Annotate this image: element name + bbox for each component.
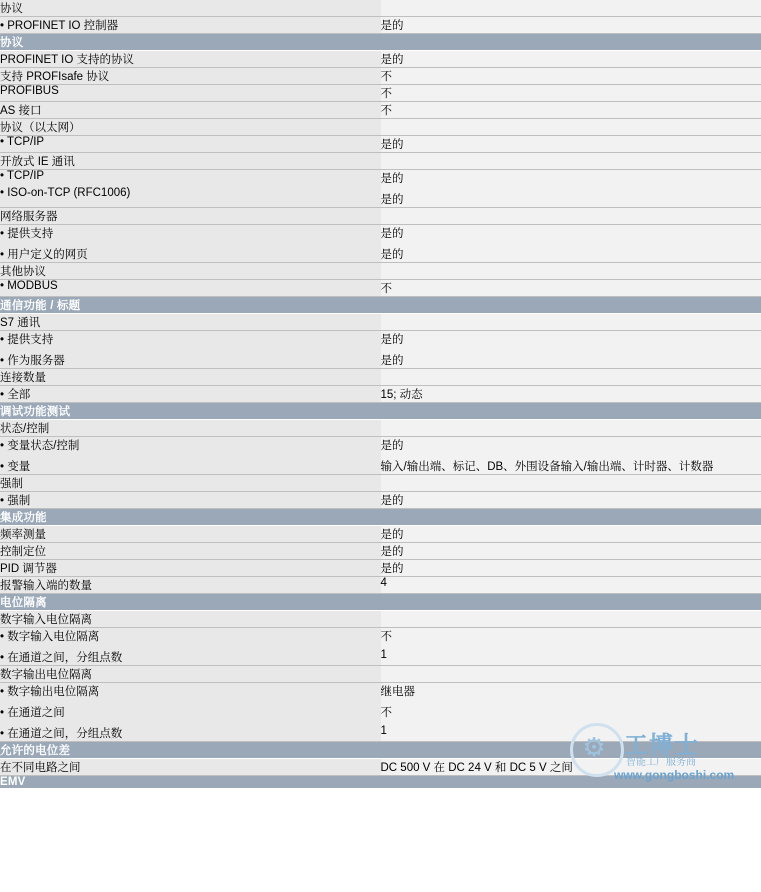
subhead-value (381, 666, 761, 683)
subhead-value (381, 153, 761, 170)
row-label (0, 683, 381, 742)
row-label-line: • 提供支持 (0, 228, 54, 240)
table-subhead-row (0, 314, 761, 331)
subhead-value (381, 611, 761, 628)
table-row (0, 85, 761, 102)
subhead-label: 强制 (0, 475, 381, 492)
row-label: • 强制 (0, 492, 381, 509)
watermark-url: www.gongboshi.com (614, 768, 735, 782)
table-row (0, 759, 761, 776)
row-label: AS 接口 (0, 102, 381, 119)
row-value-line: 不 (380, 707, 392, 719)
subhead-label: 其他协议 (0, 263, 381, 280)
subhead-value (381, 314, 761, 331)
row-label: 频率测量 (0, 526, 381, 543)
row-label-line: • 数字输入电位隔离 (0, 631, 100, 643)
table-subhead-row (0, 0, 761, 17)
row-value-line: 是的 (380, 194, 404, 206)
row-label-line: • 在通道之间 (0, 707, 65, 719)
row-value: DC 500 V 在 DC 24 V 和 DC 5 V 之间 (381, 759, 761, 776)
table-row (0, 331, 761, 369)
table-row (0, 526, 761, 543)
subhead-value (381, 0, 761, 17)
row-label-line: • 提供支持 (0, 334, 54, 346)
row-label: PROFINET IO 支持的协议 (0, 51, 381, 68)
section-header-label: 调试功能测试 (0, 403, 761, 420)
section-header-row (0, 403, 761, 420)
subhead-label: 开放式 IE 通讯 (0, 153, 381, 170)
row-label-line: • TCP/IP (0, 170, 45, 182)
section-header-label: 协议 (0, 34, 761, 51)
row-value-line: 输入/输出端、标记、DB、外围设备输入/输出端、计时器、计数器 (380, 461, 714, 473)
row-label-line: • 在通道之间，分组点数 (0, 728, 123, 740)
subhead-label: 连接数量 (0, 369, 381, 386)
row-value-line: 继电器 (380, 686, 415, 698)
subhead-label: 网络服务器 (0, 208, 381, 225)
table-row (0, 560, 761, 577)
row-label: • 全部 (0, 386, 381, 403)
row-value: 不 (381, 102, 761, 119)
row-value: 是的 (381, 136, 761, 153)
table-row (0, 102, 761, 119)
row-value: 不 (381, 85, 761, 102)
table-row (0, 225, 761, 263)
subhead-label: 数字输出电位隔离 (0, 666, 381, 683)
row-value (381, 683, 761, 742)
row-value: 15; 动态 (381, 386, 761, 403)
row-value (381, 331, 761, 369)
row-value: 是的 (381, 560, 761, 577)
row-value (381, 225, 761, 263)
row-label (0, 170, 381, 208)
subhead-label: 状态/控制 (0, 420, 381, 437)
row-value: 不 (381, 68, 761, 85)
row-label (0, 628, 381, 666)
subhead-label: 协议 (0, 0, 381, 17)
row-value-line: 不 (380, 631, 392, 643)
table-subhead-row (0, 119, 761, 136)
table-row (0, 628, 761, 666)
row-value: 是的 (381, 543, 761, 560)
section-header-row (0, 297, 761, 314)
row-value-line: 是的 (380, 355, 404, 367)
table-row (0, 437, 761, 475)
row-value: 4 (381, 577, 761, 594)
table-subhead-row (0, 263, 761, 280)
row-value: 是的 (381, 17, 761, 34)
table-row (0, 68, 761, 85)
row-label (0, 437, 381, 475)
section-header-label: EMV (0, 776, 761, 789)
row-label: 支持 PROFIsafe 协议 (0, 68, 381, 85)
table-subhead-row (0, 611, 761, 628)
row-label-line: • 作为服务器 (0, 355, 65, 367)
table-subhead-row (0, 420, 761, 437)
row-label-line: • ISO-on-TCP (RFC1006) (0, 187, 131, 199)
subhead-value (381, 208, 761, 225)
row-value (381, 437, 761, 475)
section-header-row (0, 509, 761, 526)
row-label: 在不同电路之间 (0, 759, 381, 776)
table-row (0, 280, 761, 297)
row-value (381, 628, 761, 666)
gear-icon: ⚙ (582, 732, 606, 762)
row-label: 控制定位 (0, 543, 381, 560)
row-label: PROFIBUS (0, 85, 381, 102)
section-header-label: 电位隔离 (0, 594, 761, 611)
subhead-value (381, 119, 761, 136)
table-row (0, 386, 761, 403)
section-header-row (0, 594, 761, 611)
table-row (0, 492, 761, 509)
table-row (0, 17, 761, 34)
table-row (0, 543, 761, 560)
row-label-line: • 用户定义的网页 (0, 249, 88, 261)
row-value-line: 1 (380, 725, 387, 737)
table-subhead-row (0, 475, 761, 492)
table-row (0, 577, 761, 594)
row-value-line: 是的 (380, 249, 404, 261)
row-value-line: 是的 (380, 440, 404, 452)
row-value-line: 是的 (380, 173, 404, 185)
watermark-brand-name: 工博士 (624, 732, 699, 759)
table-subhead-row (0, 208, 761, 225)
subhead-value (381, 420, 761, 437)
row-value: 是的 (381, 526, 761, 543)
section-header-label: 通信功能 / 标题 (0, 297, 761, 314)
row-label-line: • 变量状态/控制 (0, 440, 80, 452)
table-row (0, 136, 761, 153)
subhead-label: S7 通讯 (0, 314, 381, 331)
row-value-line: 是的 (380, 334, 404, 346)
row-label-line: • 变量 (0, 461, 31, 473)
row-label: • TCP/IP (0, 136, 381, 153)
row-label: 报警输入端的数量 (0, 577, 381, 594)
section-header-row (0, 776, 761, 789)
table-subhead-row (0, 369, 761, 386)
subhead-value (381, 475, 761, 492)
table-row (0, 683, 761, 742)
row-label-line: • 在通道之间，分组点数 (0, 652, 123, 664)
row-label (0, 225, 381, 263)
subhead-label: 协议（以太网） (0, 119, 381, 136)
subhead-label: 数字输入电位隔离 (0, 611, 381, 628)
table-subhead-row (0, 153, 761, 170)
section-header-label: 集成功能 (0, 509, 761, 526)
table-subhead-row (0, 666, 761, 683)
row-label-line: • 数字输出电位隔离 (0, 686, 100, 698)
table-row (0, 51, 761, 68)
row-value-line: 1 (380, 649, 387, 661)
row-label (0, 331, 381, 369)
section-header-label: 允许的电位差 (0, 742, 761, 759)
row-value (381, 170, 761, 208)
watermark-tagline: 智能工厂服务商 (626, 757, 696, 768)
row-value: 不 (381, 280, 761, 297)
section-header-row (0, 742, 761, 759)
row-value-line: 是的 (380, 228, 404, 240)
row-label: • PROFINET IO 控制器 (0, 17, 381, 34)
subhead-value (381, 369, 761, 386)
row-label: • MODBUS (0, 280, 381, 297)
table-row (0, 170, 761, 208)
row-value: 是的 (381, 492, 761, 509)
row-value: 是的 (381, 51, 761, 68)
subhead-value (381, 263, 761, 280)
section-header-row (0, 34, 761, 51)
row-label: PID 调节器 (0, 560, 381, 577)
